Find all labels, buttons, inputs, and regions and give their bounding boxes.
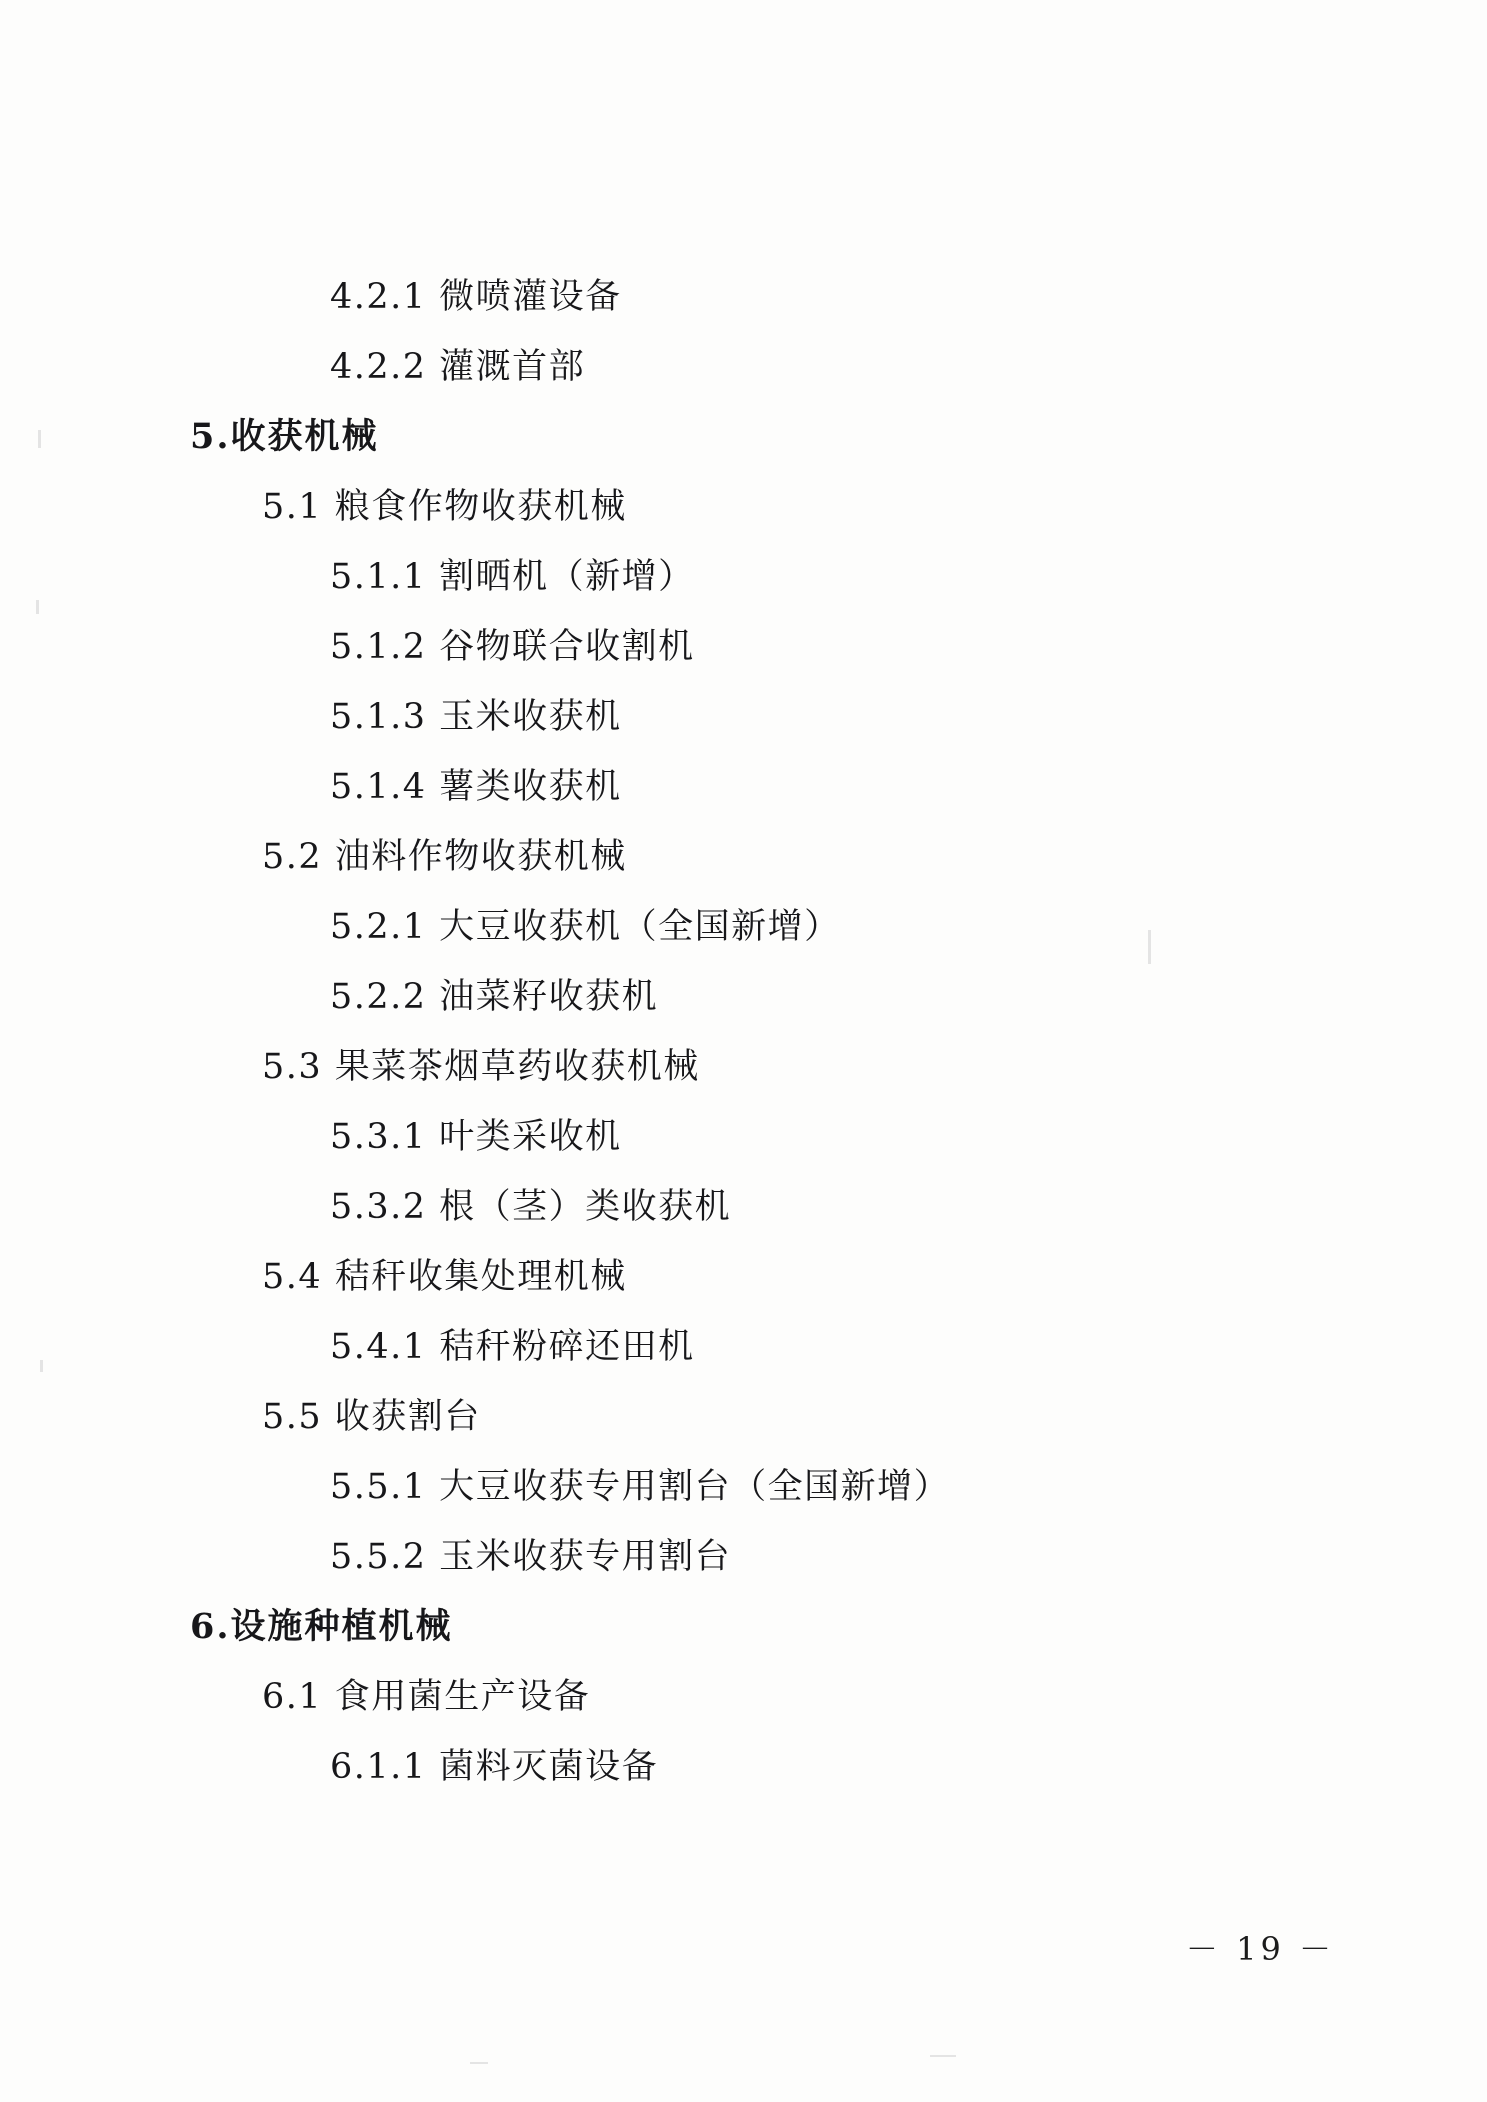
outline-list [190,262,1300,1802]
outline-item: 5.2.2 油菜籽收获机 [330,977,659,1017]
page-number: － 19 － [1185,1930,1335,1968]
outline-item: 4.2.2 灌溉首部 [330,347,586,387]
scan-speckle [470,2062,488,2064]
outline-item: 5.1 粮食作物收获机械 [262,487,627,527]
outline-item: 5.5.2 玉米收获专用割台 [330,1537,732,1577]
outline-heading: 6.设施种植机械 [190,1606,453,1647]
scan-speckle [40,1360,43,1372]
scan-speckle [36,600,39,614]
outline-item: 5.1.4 薯类收获机 [330,767,622,807]
outline-item: 5.1.1 割晒机（新增） [330,557,695,597]
outline-item: 5.3.2 根（茎）类收获机 [330,1187,732,1227]
outline-item: 4.2.1 微喷灌设备 [330,277,622,317]
outline-item: 6.1 食用菌生产设备 [262,1677,591,1717]
outline-item: 5.5 收获割台 [262,1397,481,1437]
outline-item: 5.2 油料作物收获机械 [262,837,627,877]
scan-speckle [930,2055,956,2057]
outline-item: 5.3.1 叶类采收机 [330,1117,622,1157]
outline-item: 5.2.1 大豆收获机（全国新增） [330,907,841,947]
outline-heading: 5.收获机械 [190,416,379,457]
outline-item: 5.4 秸秆收集处理机械 [262,1257,627,1297]
outline-item: 5.4.1 秸秆粉碎还田机 [330,1327,695,1367]
outline-item: 5.3 果菜茶烟草药收获机械 [262,1047,700,1087]
outline-item: 6.1.1 菌料灭菌设备 [330,1747,659,1787]
outline-item: 5.5.1 大豆收获专用割台（全国新增） [330,1467,951,1507]
outline-item: 5.1.3 玉米收获机 [330,697,622,737]
outline-item: 5.1.2 谷物联合收割机 [330,627,695,667]
scan-speckle [38,430,41,448]
